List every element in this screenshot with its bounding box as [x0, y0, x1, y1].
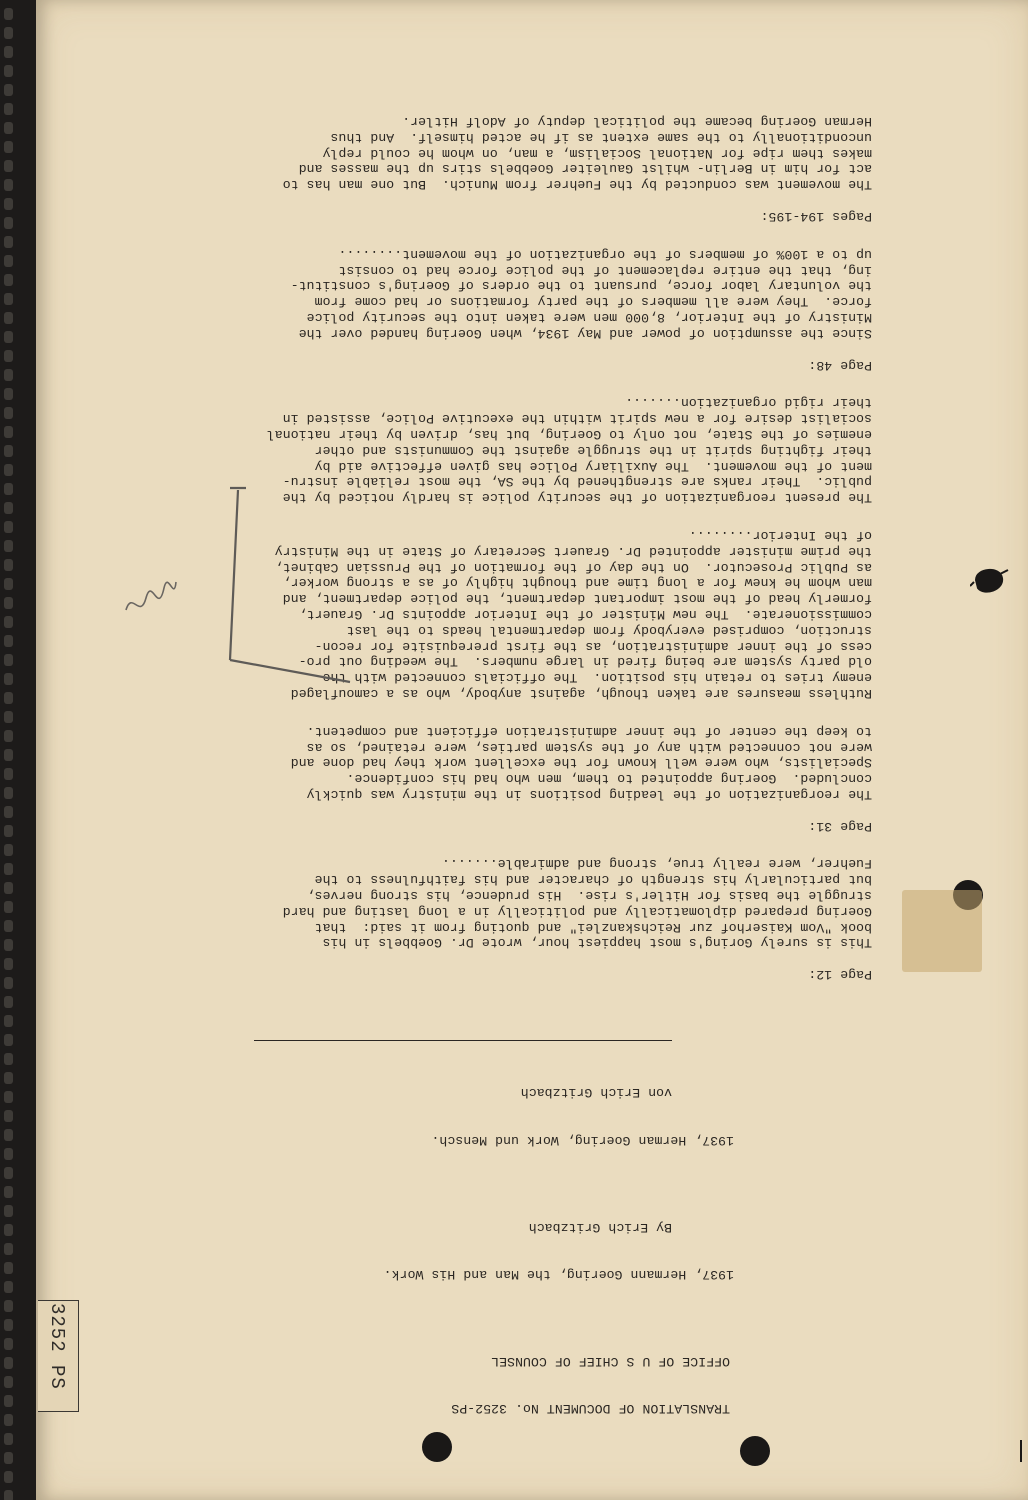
binder-ring — [4, 483, 13, 495]
title-german: 1937, Herman Goering, Work und Mensch. — [431, 1132, 734, 1148]
binder-ring — [4, 179, 13, 191]
text-line: public. Their ranks are strengthened by the SA, the most reliable instru- — [282, 474, 872, 490]
author-german: von Erich Gritzbach — [520, 1085, 672, 1101]
text-line: as Public Prosecutor. On the day of the formation of the Prussian Cabinet, — [274, 559, 872, 575]
binder-ring — [4, 255, 13, 267]
page-reference-label: Page 48: — [808, 357, 872, 373]
pencil-margin-mark — [118, 470, 358, 700]
binder-ring — [4, 160, 13, 172]
document-number-stamp — [38, 1300, 79, 1412]
binder-ring — [4, 939, 13, 951]
binder-ring — [4, 1433, 13, 1445]
binder-ring — [4, 863, 13, 875]
binder-ring — [4, 217, 13, 229]
punch-hole — [422, 1432, 452, 1462]
binder-ring — [4, 578, 13, 590]
binder-ring — [4, 27, 13, 39]
binder-ring — [4, 1110, 13, 1122]
binder-ring — [4, 84, 13, 96]
edge-mark — [1020, 1440, 1022, 1462]
binder-ring — [4, 1471, 13, 1483]
binder-ring — [4, 559, 13, 571]
text-line: commissionerate. The new Minister of the Interior appoints Dr. Grauert, — [298, 606, 872, 622]
binder-ring — [4, 141, 13, 153]
binder-ring — [4, 1053, 13, 1065]
binder-ring — [4, 1452, 13, 1464]
binder-ring — [4, 901, 13, 913]
binder-ring — [4, 825, 13, 837]
binder-ring — [4, 1319, 13, 1331]
text-line: socialist desire for a new spirit within the executive Police, assisted in — [282, 411, 872, 427]
binder-ring — [4, 1129, 13, 1141]
binder-ring — [4, 521, 13, 533]
header-line-2: OFFICE OF U S CHIEF OF COUNSEL — [491, 1354, 730, 1370]
paragraph — [192, 723, 872, 802]
paragraph — [192, 246, 872, 341]
binder-ring — [4, 426, 13, 438]
binder-ring — [4, 1300, 13, 1312]
binder-ring — [4, 331, 13, 343]
text-line: the voluntary labor force, pursuant to the orders of Goering's constitut- — [290, 278, 872, 294]
page-reference-label: Page 31: — [808, 818, 872, 834]
binder-ring — [4, 768, 13, 780]
binder-ring — [4, 312, 13, 324]
tape-patch — [902, 890, 982, 972]
title-english: 1937, Hermann Goering, the Man and His Work. — [383, 1267, 734, 1283]
binder-ring — [4, 8, 13, 20]
binder-ring — [4, 1015, 13, 1027]
binder-ring — [4, 1281, 13, 1293]
binder-ring — [4, 1205, 13, 1217]
binder-ring — [4, 730, 13, 742]
ink-blot — [970, 560, 1010, 600]
binder-ring — [4, 1224, 13, 1236]
text-line: enemy tries to retain his position. The officials connected with the — [322, 670, 872, 686]
text-line: old party system are being fired in large numbers. The weeding out pro- — [298, 654, 872, 670]
binder-ring — [4, 1376, 13, 1388]
binder-ring — [4, 996, 13, 1008]
binder-ring — [4, 654, 13, 666]
text-line: makes them ripe for National Socialism, a man, on whom he could reply — [322, 145, 872, 161]
rotated-text-sheet — [36, 0, 1028, 1500]
binder-ring — [4, 635, 13, 647]
binder-ring — [4, 1357, 13, 1369]
text-line: The reorganization of the leading positions in the ministry was quickly — [306, 786, 872, 802]
text-line: were not connected with any of the system parties, were retained, so as — [306, 739, 872, 755]
text-line: to keep the center of the inner administration efficient and competent. — [306, 723, 872, 739]
binder-ring — [4, 65, 13, 77]
binder-ring — [4, 122, 13, 134]
binder-ring — [4, 1338, 13, 1350]
binder-ring — [4, 388, 13, 400]
header-line-1: TRANSLATION OF DOCUMENT No. 3252-PS — [451, 1401, 730, 1417]
text-line: Fuehrer, were really true, strong and admirable....... — [441, 856, 872, 872]
binder-ring — [4, 1148, 13, 1160]
binder-ring — [4, 274, 13, 286]
text-line: Ministry of the Interior, 8,000 men were taken into the security police — [306, 309, 872, 325]
text-line: Herman Goering became the political deputy of Adolf Hitler. — [402, 114, 872, 130]
binder-ring — [4, 597, 13, 609]
binder-ring — [4, 293, 13, 305]
binder-ring — [4, 1262, 13, 1274]
text-line: Ruthless measures are taken though, against anybody, who as a camouflaged — [290, 685, 872, 701]
binder-ring — [4, 882, 13, 894]
text-line: formerly head of the most important department, the police department, and — [282, 591, 872, 607]
text-line: enemies of the State, not only to Goering, but has, driven by their national — [266, 426, 872, 442]
binder-ring — [4, 806, 13, 818]
text-line: ment of the movement. The Auxiliary Police has given effective aid by — [314, 458, 872, 474]
text-line: book "Vom Kaiserhof zur Reichskanzlei" and quoting from it said: that — [314, 919, 872, 935]
binder-margin — [0, 0, 36, 1500]
binder-ring — [4, 920, 13, 932]
text-line: their fighting spirit in the struggle against the Communists and other — [314, 442, 872, 458]
binder-ring — [4, 1034, 13, 1046]
text-line: The movement was conducted by the Fuehrer from Munich. But one man has to — [282, 177, 872, 193]
binder-ring — [4, 502, 13, 514]
text-line: up to a 100% of members of the organization of the movement........ — [338, 246, 872, 262]
text-line: of the Interior........ — [688, 527, 872, 543]
binder-ring — [4, 749, 13, 761]
paragraph — [192, 113, 872, 192]
binder-ring — [4, 1243, 13, 1255]
binder-ring — [4, 540, 13, 552]
author-english: By Erich Gritzbach — [528, 1219, 672, 1235]
text-line: Since the assumption of power and May 1934, when Goering handed over the — [298, 325, 872, 341]
binder-ring — [4, 977, 13, 989]
binder-ring — [4, 958, 13, 970]
text-line: Goering prepared diplomatically and politically in a long lasting and hard — [282, 903, 872, 919]
binder-ring — [4, 1395, 13, 1407]
text-line: This is surely Goring's most happiest hour, wrote Dr. Goebbels in his — [322, 935, 872, 951]
binder-ring — [4, 692, 13, 704]
binder-ring — [4, 350, 13, 362]
binder-ring — [4, 1091, 13, 1103]
stamp-label: 3252 PS — [46, 1303, 68, 1390]
binder-ring — [4, 103, 13, 115]
text-line: The present reorganization of the security police is hardly noticed by the — [282, 490, 872, 506]
text-line: struggle the basis for Hitler's rise. His prudence, his strong nerves, — [306, 888, 872, 904]
text-line: their rigid organization....... — [625, 395, 872, 411]
text-line: struction, comprised everybody from departmental heads to the last — [346, 622, 872, 638]
text-line: ing, that the entire replacement of the police force had to consist — [338, 262, 872, 278]
binder-ring — [4, 787, 13, 799]
binder-ring — [4, 1186, 13, 1198]
separator-rule — [254, 1040, 672, 1041]
text-line: unconditionally to the same extent as if he acted himself. And thus — [330, 129, 872, 145]
binder-ring — [4, 1414, 13, 1426]
text-line: the prime minister appointed Dr. Grauert Secretary of State in the Ministry — [274, 543, 872, 559]
text-line: cess of the inner administration, as the first prerequisite for recon- — [314, 638, 872, 654]
binder-ring — [4, 673, 13, 685]
text-line: concluded. Goering appointed to them, men who had his confidence. — [346, 771, 872, 787]
text-line: but particularly his strength of character and his faithfulness to the — [314, 872, 872, 888]
binder-ring — [4, 1072, 13, 1084]
paragraph — [192, 856, 872, 951]
binder-ring — [4, 711, 13, 723]
text-line: man whom he knew for a long time and thought highly of as a strong worker, — [282, 575, 872, 591]
binder-ring — [4, 844, 13, 856]
binder-ring — [4, 407, 13, 419]
binder-ring — [4, 1167, 13, 1179]
punch-hole — [740, 1436, 770, 1466]
binder-ring — [4, 46, 13, 58]
binder-ring — [4, 369, 13, 381]
document-body — [192, 60, 872, 1448]
text-line: force. They were all members of the party formations or had come from — [314, 294, 872, 310]
page-reference-label: Page 12: — [808, 967, 872, 983]
text-line: act for him in Berlin- whilst Gauleiter Goebbels stirs up the masses and — [298, 161, 872, 177]
binder-ring — [4, 236, 13, 248]
binder-ring — [4, 616, 13, 628]
page-reference-label: Pages 194-195: — [760, 209, 872, 224]
binder-ring — [4, 464, 13, 476]
text-line: Specialists, who were well known for the excellent work they had done and — [290, 755, 872, 771]
binder-ring — [4, 1490, 13, 1500]
binder-ring — [4, 445, 13, 457]
binder-ring — [4, 198, 13, 210]
